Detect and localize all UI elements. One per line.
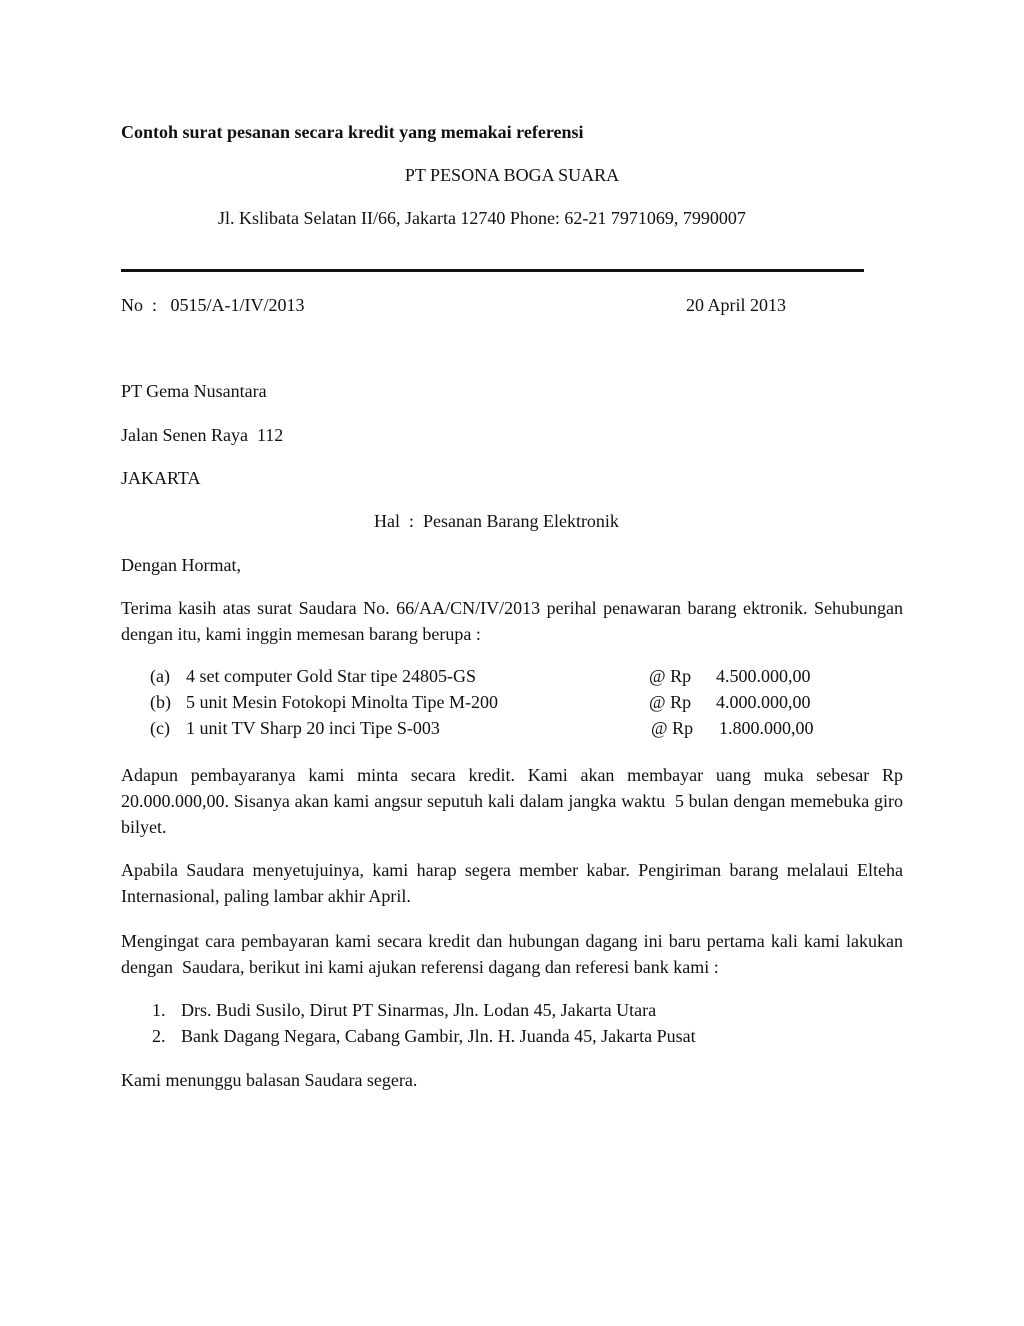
order-item-unit-label: @ Rp bbox=[651, 718, 694, 738]
order-item-unit-label: @ Rp bbox=[649, 692, 692, 712]
order-item-marker: (a) bbox=[150, 666, 170, 686]
order-item-price: 1.800.000,00 bbox=[719, 718, 814, 738]
order-item-unit-label: @ Rp bbox=[649, 666, 692, 686]
order-item-description: 4 set computer Gold Star tipe 24805-GS bbox=[186, 666, 476, 686]
letterhead-divider bbox=[121, 269, 864, 272]
recipient-street: Jalan Senen Raya 112 bbox=[121, 425, 284, 445]
body-paragraph-intro: Terima kasih atas surat Saudara No. 66/AA/CN/IV/2013 perihal penawaran barang ektronik. Sehubungan dengan itu, kami inggin memesan barang berupa : bbox=[121, 598, 903, 644]
letter-number: No : 0515/A-1/IV/2013 bbox=[121, 295, 305, 315]
company-name: PT PESONA BOGA SUARA bbox=[404, 165, 620, 185]
order-item-marker: (b) bbox=[150, 692, 171, 712]
order-item-marker: (c) bbox=[150, 718, 170, 738]
greeting: Dengan Hormat, bbox=[121, 555, 241, 575]
recipient-name: PT Gema Nusantara bbox=[121, 381, 267, 401]
order-item bbox=[150, 666, 850, 692]
closing-line: Kami menunggu balasan Saudara segera. bbox=[121, 1070, 418, 1090]
letter-date: 20 April 2013 bbox=[686, 295, 787, 315]
reference-number: 1. bbox=[152, 1000, 166, 1020]
company-address: Jl. Kslibata Selatan II/66, Jakarta 12740 Phone: 62-21 7971069, 7990007 bbox=[218, 208, 746, 228]
letter-subject: Hal : Pesanan Barang Elektronik bbox=[374, 511, 619, 531]
reference-text: Bank Dagang Negara, Cabang Gambir, Jln. H. Juanda 45, Jakarta Pusat bbox=[181, 1026, 696, 1046]
reference-number: 2. bbox=[152, 1026, 166, 1046]
body-paragraph-payment: Adapun pembayaranya kami minta secara kredit. Kami akan membayar uang muka sebesar Rp 20.000.000,00. Sisanya akan kami angsur seputuh kali dalam jangka waktu 5 bulan dengan memebuka giro bilyet. bbox=[121, 765, 908, 837]
order-item-description: 5 unit Mesin Fotokopi Minolta Tipe M-200 bbox=[186, 692, 499, 712]
order-item-price: 4.500.000,00 bbox=[716, 666, 811, 686]
order-item bbox=[150, 692, 850, 718]
order-item-price: 4.000.000,00 bbox=[716, 692, 811, 712]
body-paragraph-shipping: Apabila Saudara menyetujuinya, kami harap segera member kabar. Pengiriman barang melalaui Elteha Internasional, paling lambar akhir April. bbox=[121, 860, 903, 906]
order-item bbox=[150, 718, 850, 744]
recipient-city: JAKARTA bbox=[121, 468, 201, 488]
reference-text: Drs. Budi Susilo, Dirut PT Sinarmas, Jln. Lodan 45, Jakarta Utara bbox=[181, 1000, 657, 1020]
body-paragraph-references: Mengingat cara pembayaran kami secara kredit dan hubungan dagang ini baru pertama kali kami lakukan dengan Saudara, berikut ini kami ajukan referensi dagang dan referesi bank kami : bbox=[121, 931, 908, 977]
document-heading: Contoh surat pesanan secara kredit yang memakai referensi bbox=[121, 122, 584, 142]
order-item-description: 1 unit TV Sharp 20 inci Tipe S-003 bbox=[186, 718, 440, 738]
